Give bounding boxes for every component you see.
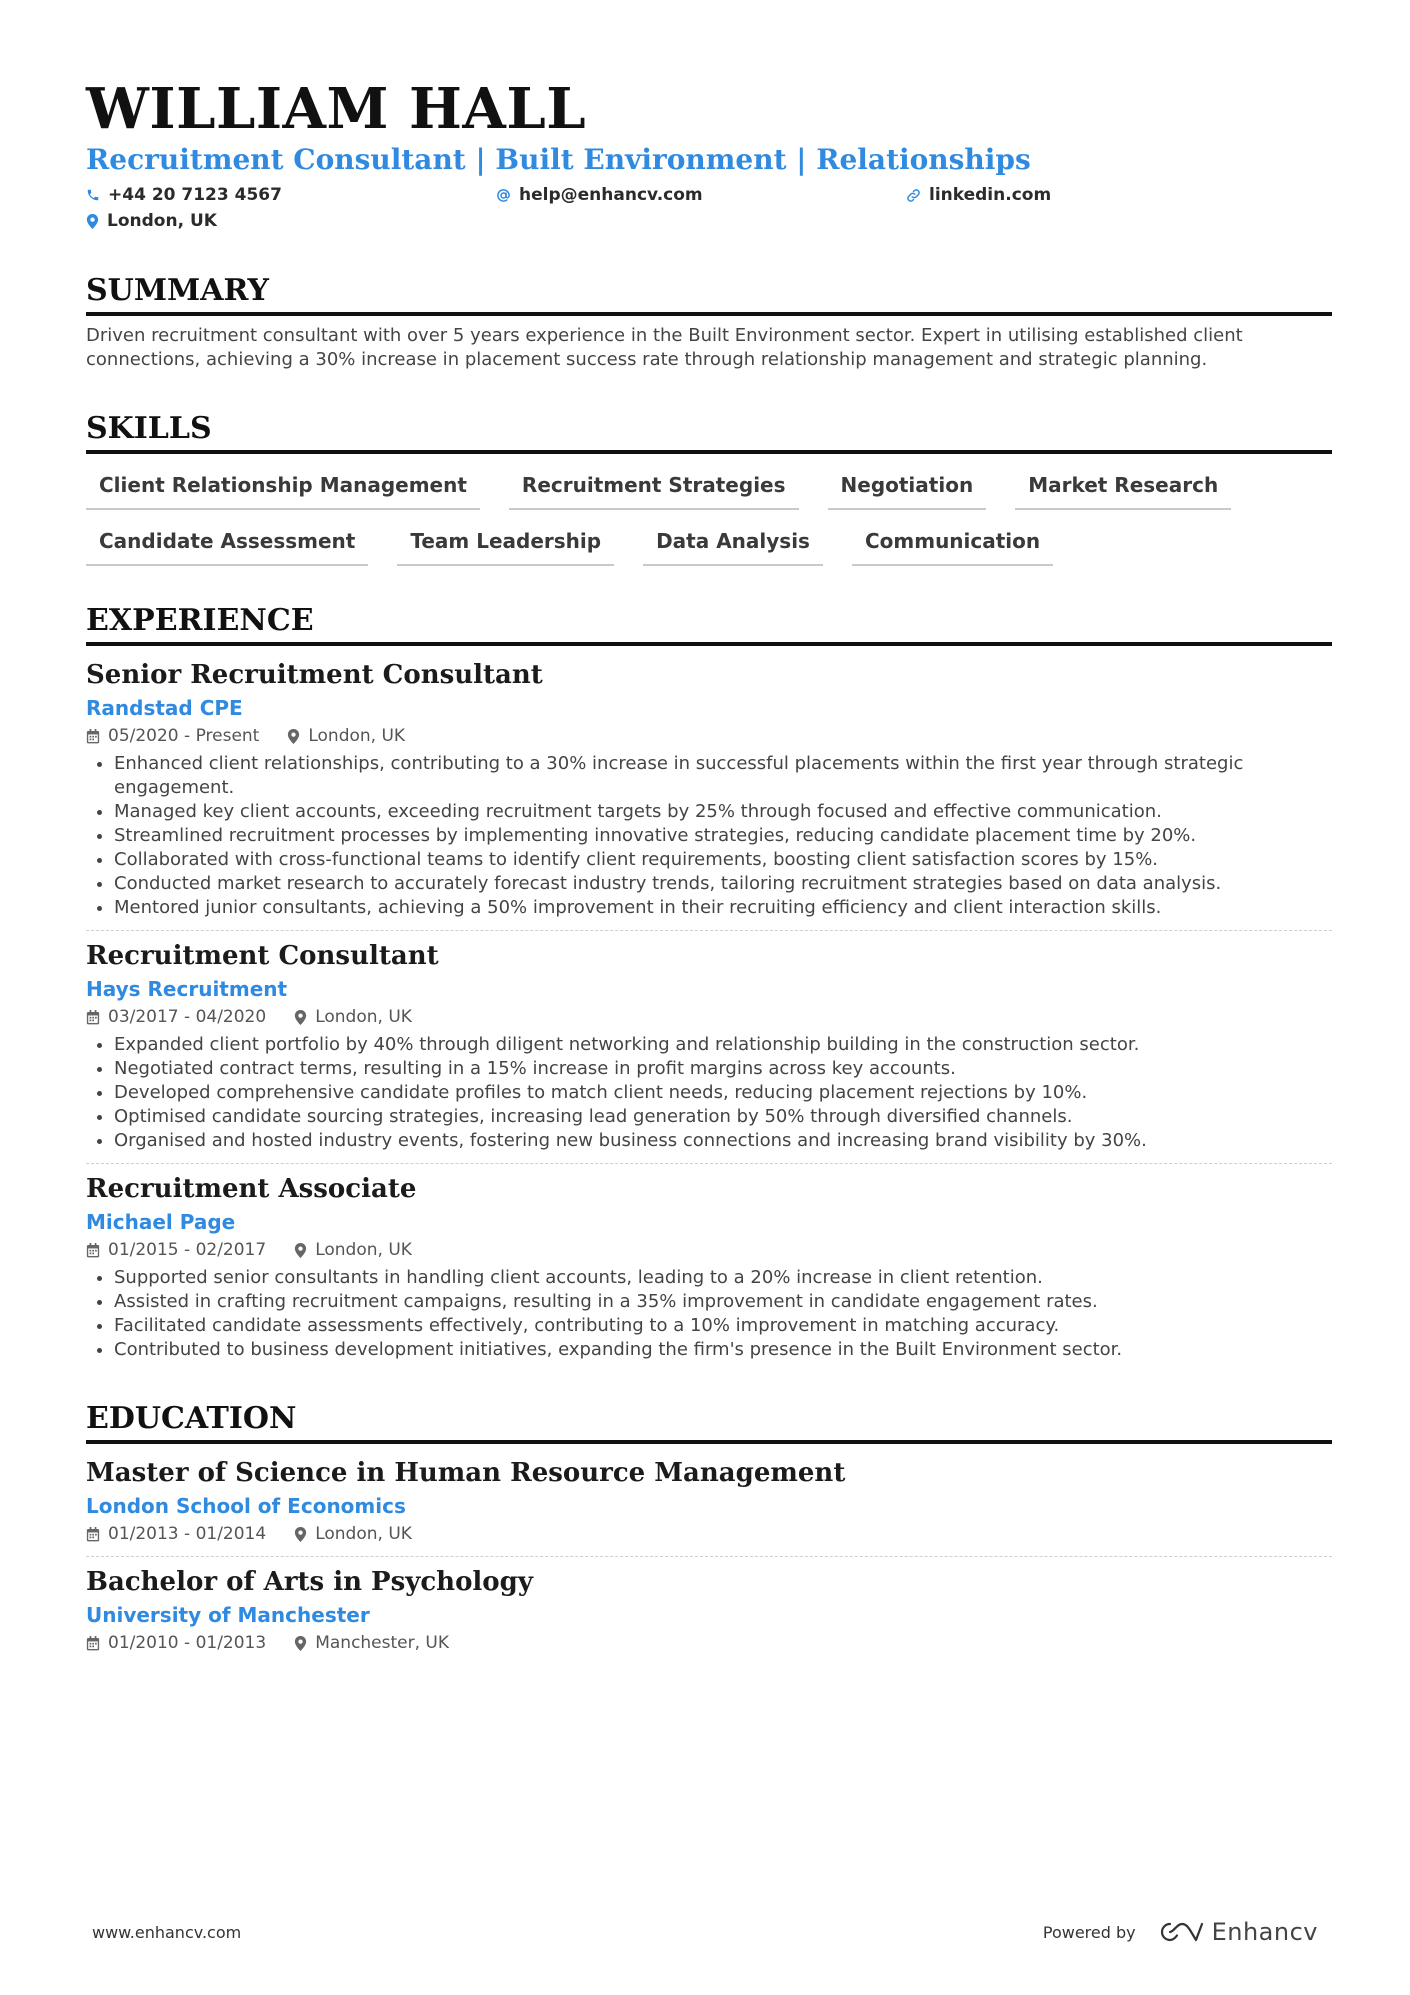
bullet-item: • Streamlined recruitment processes by implementing innovative strategies, reducing candidate placement time by 20%. bbox=[114, 824, 1332, 848]
contact-linkedin[interactable] bbox=[906, 182, 1316, 208]
experience-section bbox=[86, 602, 1332, 1362]
degree-title: Bachelor of Arts in Psychology bbox=[86, 1567, 533, 1597]
location-pin-icon bbox=[294, 1636, 307, 1651]
dates-text: 01/2010 - 01/2013 bbox=[108, 1633, 267, 1653]
summary-text: Driven recruitment consultant with over 5 years experience in the Built Environment sector. Expert in utilising established client connections, achieving a 30% increase in placement success rate through relationship management and strategic planning. bbox=[86, 325, 1243, 370]
location-text: London, UK bbox=[315, 1007, 412, 1027]
location-text: London, UK bbox=[315, 1240, 412, 1260]
calendar-icon bbox=[86, 1010, 100, 1025]
bullet-item: • Managed key client accounts, exceeding recruitment targets by 25% through focused and effective communication. bbox=[114, 800, 1332, 824]
skill-tag: Candidate Assessment bbox=[86, 518, 368, 566]
bullet-item: • Supported senior consultants in handling client accounts, leading to a 20% increase in client retention. bbox=[114, 1266, 1332, 1290]
job-bullets bbox=[86, 1266, 1332, 1362]
powered-by bbox=[1043, 1918, 1318, 1946]
bullet-item: • Mentored junior consultants, achieving a 50% improvement in their recruiting efficiency and client interaction skills. bbox=[114, 896, 1332, 920]
bullet-item: • Collaborated with cross-functional teams to identify client requirements, boosting client satisfaction scores by 15%. bbox=[114, 848, 1332, 872]
location-pin-icon bbox=[86, 214, 99, 229]
job-location bbox=[294, 1005, 412, 1029]
location-pin-icon bbox=[294, 1010, 307, 1025]
experience-title: EXPERIENCE bbox=[86, 602, 1332, 646]
experience-entry bbox=[86, 658, 1332, 920]
brand-name: Enhancv bbox=[1211, 1918, 1318, 1946]
degree-title: Master of Science in Human Resource Management bbox=[86, 1458, 846, 1488]
education-location bbox=[294, 1631, 449, 1655]
location-pin-icon bbox=[294, 1527, 307, 1542]
job-dates bbox=[86, 1005, 266, 1029]
dates-text: 03/2017 - 04/2020 bbox=[108, 1007, 267, 1027]
skill-tag: Communication bbox=[852, 518, 1053, 566]
company-name: Hays Recruitment bbox=[86, 977, 288, 1001]
company-name: Michael Page bbox=[86, 1210, 236, 1234]
education-title: EDUCATION bbox=[86, 1400, 1332, 1444]
linkedin-text[interactable]: linkedin.com bbox=[929, 185, 1052, 205]
bullet-item: • Organised and hosted industry events, fostering new business connections and increasing brand visibility by 30%. bbox=[114, 1129, 1332, 1153]
skill-tag: Data Analysis bbox=[643, 518, 823, 566]
location-pin-icon bbox=[294, 1243, 307, 1258]
summary-title: SUMMARY bbox=[86, 272, 1332, 316]
job-dates bbox=[86, 724, 259, 748]
education-entry bbox=[86, 1456, 1332, 1546]
location-text: Manchester, UK bbox=[315, 1633, 450, 1653]
calendar-icon bbox=[86, 1243, 100, 1258]
skill-tag: Client Relationship Management bbox=[86, 462, 480, 510]
contact-email[interactable] bbox=[496, 182, 906, 208]
education-meta bbox=[86, 1522, 1332, 1546]
dates-text: 01/2015 - 02/2017 bbox=[108, 1240, 267, 1260]
entry-divider bbox=[86, 1556, 1332, 1557]
contact-location bbox=[86, 208, 1332, 234]
bullet-item: • Optimised candidate sourcing strategies, increasing lead generation by 50% through diversified channels. bbox=[114, 1105, 1332, 1129]
resume-page bbox=[86, 78, 1332, 1655]
entry-divider bbox=[86, 1163, 1332, 1164]
school-name: University of Manchester bbox=[86, 1603, 370, 1627]
at-icon bbox=[496, 188, 511, 203]
contact-row bbox=[86, 182, 1332, 208]
enhancv-logo-icon bbox=[1160, 1921, 1204, 1943]
email-text[interactable]: help@enhancv.com bbox=[519, 185, 703, 205]
bullet-item: • Assisted in crafting recruitment campaigns, resulting in a 35% improvement in candidate engagement rates. bbox=[114, 1290, 1332, 1314]
job-meta bbox=[86, 1238, 1332, 1262]
experience-entry bbox=[86, 939, 1332, 1153]
location-text: London, UK bbox=[107, 211, 217, 231]
education-location bbox=[294, 1522, 412, 1546]
skills-title: SKILLS bbox=[86, 410, 1332, 454]
skill-tag: Negotiation bbox=[828, 462, 987, 510]
dates-text: 05/2020 - Present bbox=[108, 726, 260, 746]
calendar-icon bbox=[86, 1636, 100, 1651]
bullet-item: • Enhanced client relationships, contributing to a 30% increase in successful placements within the first year through strategic engagement. bbox=[114, 752, 1332, 800]
powered-by-label: Powered by bbox=[1042, 1922, 1136, 1942]
bullet-item: • Facilitated candidate assessments effectively, contributing to a 10% improvement in matching accuracy. bbox=[114, 1314, 1332, 1338]
bullet-item: • Contributed to business development initiatives, expanding the firm's presence in the Built Environment sector. bbox=[114, 1338, 1332, 1362]
location-text: London, UK bbox=[308, 726, 406, 746]
bullet-item: • Conducted market research to accurately forecast industry trends, tailoring recruitment strategies based on data analysis. bbox=[114, 872, 1332, 896]
job-meta bbox=[86, 724, 1332, 748]
headline: Recruitment Consultant | Built Environment | Relationships bbox=[86, 143, 1031, 176]
brand-logo[interactable] bbox=[1160, 1918, 1318, 1946]
candidate-name: WILLIAM HALL bbox=[86, 76, 587, 142]
job-location bbox=[294, 1238, 412, 1262]
calendar-icon bbox=[86, 729, 100, 744]
calendar-icon bbox=[86, 1527, 100, 1542]
location-text: London, UK bbox=[315, 1524, 412, 1544]
school-name: London School of Economics bbox=[86, 1494, 406, 1518]
skills-section bbox=[86, 410, 1332, 574]
education-dates bbox=[86, 1522, 266, 1546]
education-section bbox=[86, 1400, 1332, 1655]
job-meta bbox=[86, 1005, 1332, 1029]
phone-icon bbox=[86, 188, 100, 202]
job-title: Recruitment Consultant bbox=[86, 941, 439, 971]
bullet-item: • Negotiated contract terms, resulting in a 15% increase in profit margins across key accounts. bbox=[114, 1057, 1332, 1081]
link-icon bbox=[906, 188, 921, 203]
bullet-item: • Expanded client portfolio by 40% through diligent networking and relationship building in the construction sector. bbox=[114, 1033, 1332, 1057]
job-title: Senior Recruitment Consultant bbox=[86, 660, 543, 690]
bullet-item: • Developed comprehensive candidate profiles to match client needs, reducing placement rejections by 10%. bbox=[114, 1081, 1332, 1105]
education-dates bbox=[86, 1631, 266, 1655]
entry-divider bbox=[86, 930, 1332, 931]
company-name: Randstad CPE bbox=[86, 696, 243, 720]
education-meta bbox=[86, 1631, 1332, 1655]
summary-section bbox=[86, 272, 1332, 372]
dates-text: 01/2013 - 01/2014 bbox=[108, 1524, 267, 1544]
location-pin-icon bbox=[287, 729, 300, 744]
skill-tag: Market Research bbox=[1015, 462, 1231, 510]
skill-tag: Recruitment Strategies bbox=[509, 462, 799, 510]
job-title: Recruitment Associate bbox=[86, 1174, 417, 1204]
contact-phone bbox=[86, 182, 496, 208]
job-dates bbox=[86, 1238, 266, 1262]
page-footer bbox=[92, 1918, 1318, 1946]
footer-website[interactable]: www.enhancv.com bbox=[92, 1922, 242, 1942]
skill-tag: Team Leadership bbox=[397, 518, 614, 566]
skills-list bbox=[86, 462, 1332, 574]
experience-entry bbox=[86, 1172, 1332, 1362]
education-entry bbox=[86, 1565, 1332, 1655]
job-bullets bbox=[86, 1033, 1332, 1153]
phone-text: +44 20 7123 4567 bbox=[108, 185, 282, 205]
job-location bbox=[287, 724, 405, 748]
job-bullets bbox=[86, 752, 1332, 920]
